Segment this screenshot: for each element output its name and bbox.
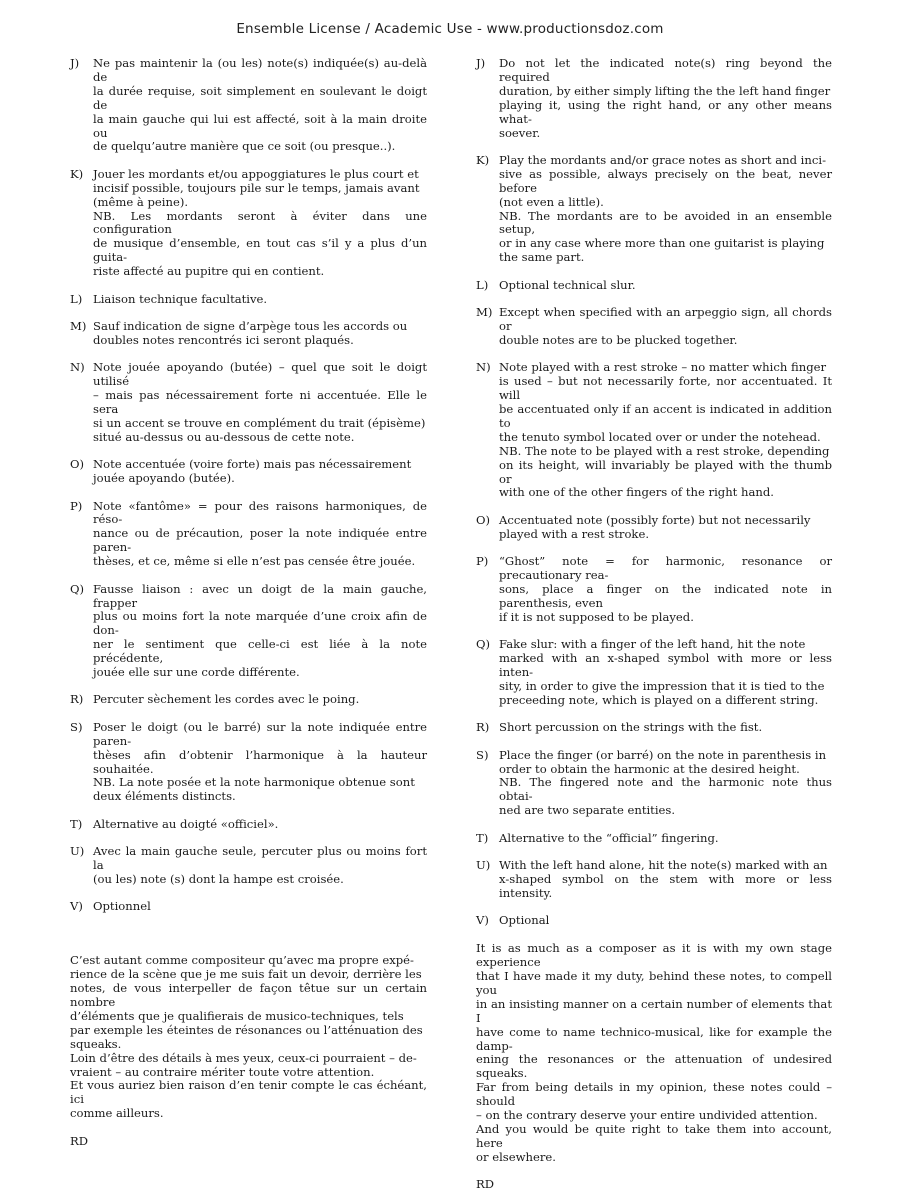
text-line: or in any case where more than one guitarist is playing (499, 236, 825, 251)
spacer (70, 680, 427, 694)
spacer (70, 832, 427, 846)
text-line: Fausse liaison : avec un doigt de la main gauche, frapper (93, 581, 427, 610)
legend-item-text (499, 832, 832, 846)
text-line: or elsewhere. (476, 1149, 556, 1164)
text-line: NB. Les mordants seront à éviter dans une configuration (93, 208, 427, 237)
legend-item (70, 500, 427, 570)
text-line: x-shaped symbol on the stem with more or less intensity. (499, 872, 832, 900)
text-line: situé au-dessus ou au-dessous de cette note. (93, 429, 355, 444)
legend-item-text (499, 57, 832, 140)
text-line: nance ou de précaution, poser la note indiquée entre paren- (93, 526, 427, 555)
legend-item (70, 693, 427, 707)
spacer (70, 569, 427, 583)
text-line: NB. The note to be played with a rest stroke, depending (499, 443, 830, 458)
spacer (70, 914, 427, 954)
legend-item-text (499, 638, 832, 708)
text-line: the tenuto symbol located over or under the notehead. (499, 429, 821, 444)
spacer (476, 818, 832, 832)
legend-item-text (93, 693, 427, 707)
text-line: double notes are to be plucked together. (499, 332, 738, 347)
text-line: Note «fantôme» = pour des raisons harmoniques, de réso- (93, 498, 427, 527)
text-line: in an insisting manner on a certain number of elements that I (476, 996, 832, 1025)
legend-item-text (93, 168, 427, 279)
legend-item-letter: O) (476, 512, 491, 527)
text-line: Alternative au doigté «officiel». (93, 816, 279, 831)
text-line: And you would be quite right to take them into account, here (476, 1122, 832, 1150)
text-line: C’est autant comme compositeur qu’avec ma propre expé- (70, 953, 414, 968)
text-line: ned are two separate entities. (499, 803, 676, 818)
closing-paragraph (70, 954, 427, 1121)
legend-item-text (499, 154, 832, 265)
spacer (476, 293, 832, 307)
text-line: deux éléments distincts. (93, 789, 236, 804)
text-line: duration, by either simply lifting the the left hand finger (499, 83, 831, 98)
spacer (476, 846, 832, 860)
text-line: Jouer les mordants et/ou appoggiatures le plus court et (93, 166, 419, 181)
text-line: comme ailleurs. (70, 1106, 164, 1121)
legend-item (70, 293, 427, 307)
spacer (70, 307, 427, 321)
legend-item-letter: L) (476, 277, 489, 292)
text-line: soever. (499, 125, 541, 140)
text-line: marked with an x-shaped symbol with more or less inten- (499, 651, 832, 680)
legend-item-text (93, 293, 427, 307)
legend-item-text (499, 361, 832, 500)
legend-item-letter: N) (476, 360, 491, 375)
legend-item (476, 279, 832, 293)
legend-item-text (499, 749, 832, 819)
text-line: Short percussion on the strings with the fist. (499, 720, 763, 735)
legend-item-letter: J) (476, 56, 486, 70)
text-line: Except when specified with an arpeggio sign, all chords or (499, 305, 832, 333)
text-line: riste affecté au pupitre qui en contient. (93, 264, 325, 279)
legend-item (476, 154, 832, 265)
legend-item-text (499, 721, 832, 735)
legend-item (476, 514, 832, 542)
legend-item (476, 859, 832, 901)
text-line: Ne pas maintenir la (ou les) note(s) indiquée(s) au-delà de (93, 56, 427, 84)
text-line: – on the contrary deserve your entire undivided attention. (476, 1108, 818, 1123)
text-line: notes, de vous interpeller de façon têtue sur un certain nombre (70, 981, 427, 1010)
text-line: NB. The fingered note and the harmonic note thus obtai- (499, 775, 832, 804)
text-line: NB. La note posée et la note harmonique obtenue sont (93, 775, 415, 790)
spacer (70, 887, 427, 901)
legend-item-text (93, 818, 427, 832)
legend-item-letter: L) (70, 291, 83, 306)
legend-item-text (93, 57, 427, 154)
text-line: Optional (499, 913, 550, 928)
spacer (476, 928, 832, 942)
text-line: thèses, et ce, même si elle n’est pas censée être jouée. (93, 554, 416, 569)
text-line: de musique d’ensemble, en tout cas s’il y a plus d’un guita- (93, 236, 427, 265)
legend-item-text (93, 900, 427, 914)
text-line: “Ghost” note = for harmonic, resonance or precautionary rea- (499, 554, 832, 583)
text-line: incisif possible, toujours pile sur le temps, jamais avant (93, 180, 420, 195)
text-line: Note jouée apoyando (butée) – quel que soit le doigt utilisé (93, 360, 427, 389)
legend-item-letter: Q) (70, 581, 85, 596)
legend-item-letter: R) (70, 692, 84, 707)
legend-item-letter: K) (476, 152, 490, 167)
legend-item (476, 749, 832, 819)
spacer (70, 804, 427, 818)
legend-item-letter: N) (70, 360, 85, 375)
text-line: la main gauche qui lui est affecté, soit à la main droite ou (93, 111, 427, 140)
legend-item-letter: O) (70, 457, 85, 472)
text-line: Accentuated note (possibly forte) but not necessarily (499, 512, 811, 527)
legend-item-text (499, 279, 832, 293)
spacer (70, 445, 427, 459)
spacer (476, 735, 832, 749)
text-line: is used – but not necessarily forte, nor accentuated. It will (499, 374, 832, 403)
legend-item (70, 57, 427, 154)
text-line: doubles notes rencontrés ici seront plaqués. (93, 332, 354, 347)
text-line: jouée apoyando (butée). (93, 471, 235, 486)
legend-item (476, 832, 832, 846)
legend-item-text (499, 859, 832, 901)
legend-item-text (93, 721, 427, 804)
legend-item-text (499, 514, 832, 542)
text-line: be accentuated only if an accent is indicated in addition to (499, 402, 832, 430)
legend-item (70, 361, 427, 444)
legend-item-text (93, 583, 427, 680)
legend-item (70, 818, 427, 832)
legend-item (70, 845, 427, 887)
text-line: la durée requise, soit simplement en soulevant le doigt de (93, 83, 427, 112)
spacer (476, 265, 832, 279)
spacer (476, 901, 832, 915)
text-line: vraient – au contraire mériter toute votre attention. (70, 1064, 375, 1079)
legend-item-letter: V) (70, 899, 83, 914)
legend-item-letter: U) (476, 858, 491, 873)
text-line: Fake slur: with a finger of the left hand, hit the note (499, 637, 806, 652)
legend-item-letter: T) (476, 830, 489, 845)
legend-item-text (499, 555, 832, 625)
legend-item (476, 306, 832, 348)
legend-item (476, 555, 832, 625)
legend-item (70, 168, 427, 279)
text-line: Note accentuée (voire forte) mais pas nécessairement (93, 457, 412, 472)
legend-item-letter: U) (70, 844, 85, 859)
text-line: Alternative to the “official” fingering. (499, 830, 719, 845)
text-line: Poser le doigt (ou le barré) sur la note indiquée entre paren- (93, 719, 427, 748)
spacer (70, 279, 427, 293)
text-line: on its height, will invariably be played with the thumb or (499, 457, 832, 486)
spacer (476, 500, 832, 514)
text-line: sons, place a finger on the indicated note in parenthesis, even (499, 582, 832, 610)
text-line: sive as possible, always precisely on the beat, never before (499, 166, 832, 195)
legend-item (70, 721, 427, 804)
legend-item (70, 900, 427, 914)
legend-item (476, 638, 832, 708)
text-line: played with a rest stroke. (499, 526, 649, 541)
text-line: (même à peine). (93, 194, 189, 209)
text-line: Far from being details in my opinion, these notes could – should (476, 1080, 832, 1109)
text-line: Optionnel (93, 899, 151, 914)
text-line: playing it, using the right hand, or any other means what- (499, 97, 832, 126)
legend-item-letter: P) (70, 498, 83, 513)
text-line: squeaks. (70, 1036, 122, 1051)
text-line: It is as much as a composer as it is with my own stage experience (476, 941, 832, 970)
text-line: the same part. (499, 250, 585, 265)
text-line: NB. The mordants are to be avoided in an ensemble setup, (499, 208, 832, 237)
legend-item-letter: P) (476, 554, 489, 569)
legend-item-text (93, 361, 427, 444)
legend-item-text (499, 306, 832, 348)
spacer (70, 1121, 427, 1135)
legend-item (70, 320, 427, 348)
spacer (70, 486, 427, 500)
closing-paragraph (476, 942, 832, 1165)
legend-item-letter: S) (70, 719, 83, 734)
spacer (476, 625, 832, 639)
legend-item-letter: Q) (476, 637, 491, 652)
text-line: with one of the other fingers of the right hand. (499, 485, 774, 500)
text-line: Sauf indication de signe d’arpège tous les accords ou (93, 319, 408, 333)
text-line: (not even a little). (499, 194, 604, 209)
legend-item-letter: R) (476, 720, 490, 735)
text-line: preceeding note, which is played on a different string. (499, 692, 819, 707)
spacer (70, 707, 427, 721)
spacer (70, 154, 427, 168)
legend-item-letter: M) (70, 319, 87, 333)
legend-item (70, 583, 427, 680)
legend-item (476, 361, 832, 500)
legend-item-letter: S) (476, 747, 489, 762)
text-line: Avec la main gauche seule, percuter plus ou moins fort la (93, 844, 427, 873)
legend-item-text (93, 845, 427, 887)
text-line: Loin d’être des détails à mes yeux, ceux-ci pourraient – de- (70, 1050, 417, 1065)
text-line: Place the finger (or barré) on the note in parenthesis in (499, 747, 827, 762)
legend-item-letter: M) (476, 305, 493, 320)
text-line: Play the mordants and/or grace notes as short and inci- (499, 152, 826, 167)
legend-item-letter: K) (70, 166, 84, 181)
text-line: rience de la scène que je me suis fait un devoir, derrière les (70, 967, 422, 982)
legend-item (70, 458, 427, 486)
legend-item-text (93, 500, 427, 570)
text-line: ening the resonances or the attenuation of undesired squeaks. (476, 1052, 832, 1081)
text-line: if it is not supposed to be played. (499, 609, 694, 624)
text-line: d’éléments que je qualifierais de musico-techniques, tels (70, 1008, 404, 1023)
text-line: de quelqu’autre manière que ce soit (ou presque..). (93, 139, 396, 154)
text-line: With the left hand alone, hit the note(s) marked with an (499, 858, 828, 873)
english-column (476, 57, 832, 1192)
text-line: par exemple les éteintes de résonances ou l’atténuation des (70, 1022, 423, 1037)
text-line: that I have made it my duty, behind these notes, to compell you (476, 969, 832, 997)
spacer (476, 348, 832, 362)
text-line: Liaison technique facultative. (93, 291, 268, 306)
text-line: (ou les) note (s) dont la hampe est croisée. (93, 872, 344, 886)
spacer (476, 140, 832, 154)
text-line: sity, in order to give the impression that it is tied to the (499, 678, 825, 693)
text-line: plus ou moins fort la note marquée d’une croix afin de don- (93, 609, 427, 638)
legend-item-letter: V) (476, 913, 489, 928)
text-line: jouée elle sur une corde différente. (93, 665, 300, 680)
text-line: Percuter sèchement les cordes avec le poing. (93, 692, 360, 707)
legend-item (476, 914, 832, 928)
legend-item-letter: J) (70, 56, 80, 70)
signature: RD (476, 1177, 495, 1192)
text-line: Optional technical slur. (499, 277, 636, 292)
text-line: have come to name technico-musical, like for example the damp- (476, 1024, 832, 1053)
legend-item (476, 721, 832, 735)
text-line: ner le sentiment que celle-ci est liée à la note précédente, (93, 637, 427, 666)
spacer (476, 708, 832, 722)
legend-item-text (93, 320, 427, 348)
page-header: Ensemble License / Academic Use - www.productionsdoz.com (236, 21, 664, 37)
signature: RD (70, 1133, 89, 1148)
text-line: – mais pas nécessairement forte ni accentuée. Elle le sera (93, 388, 427, 417)
spacer (476, 1165, 832, 1179)
text-line: order to obtain the harmonic at the desired height. (499, 761, 800, 776)
legend-item-text (93, 458, 427, 486)
text-line: Do not let the indicated note(s) ring beyond the required (499, 56, 832, 84)
text-line: Et vous auriez bien raison d’en tenir compte le cas échéant, ici (70, 1078, 427, 1107)
legend-item-letter: T) (70, 816, 83, 831)
spacer (476, 542, 832, 556)
text-line: si un accent se trouve en complément du trait (épisème) (93, 415, 426, 430)
legend-item (476, 57, 832, 140)
text-line: Note played with a rest stroke – no matter which finger (499, 360, 827, 375)
spacer (70, 348, 427, 362)
french-column (70, 57, 427, 1149)
legend-item-text (499, 914, 832, 928)
text-line: thèses afin d’obtenir l’harmonique à la hauteur souhaitée. (93, 747, 427, 776)
